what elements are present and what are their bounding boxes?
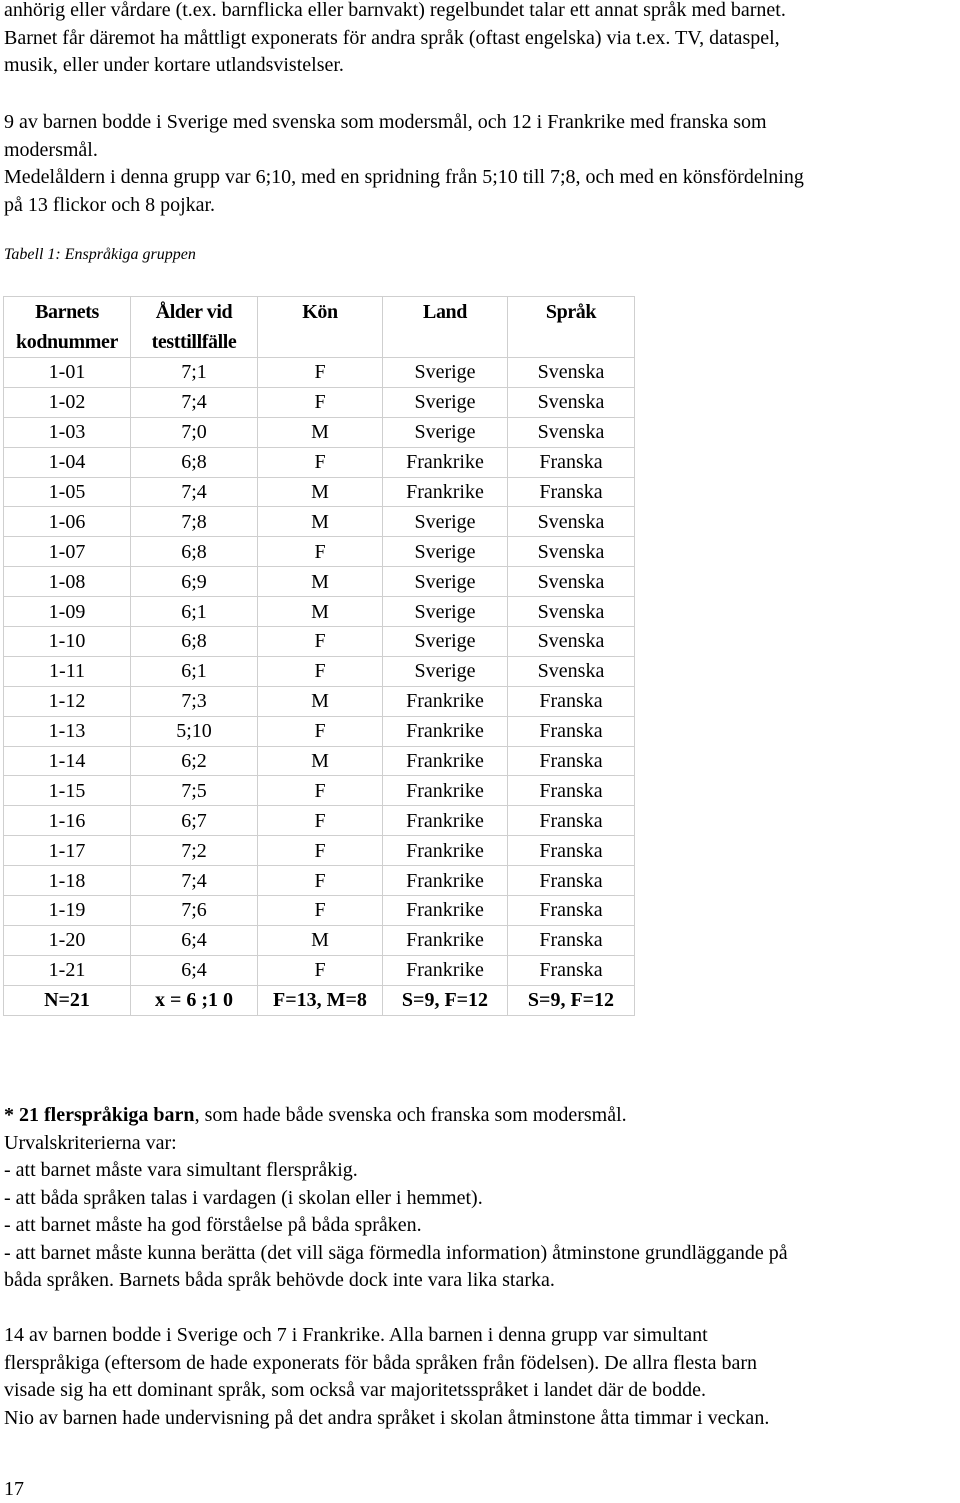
- section-multilingual-lead: [4, 1102, 627, 1130]
- cell-code: 1-01: [4, 358, 131, 388]
- cell-country: Sverige: [383, 358, 508, 388]
- cell-language: Svenska: [508, 507, 635, 537]
- cell-language: Franska: [508, 686, 635, 716]
- multilingual-para-line-4: Nio av barnen hade undervisning på det andra språket i skolan åtminstone åtta timmar i veckan.: [4, 1406, 770, 1429]
- table-body: [4, 358, 635, 1016]
- cell-age: 7;6: [131, 896, 258, 926]
- criteria-item-4-line-1: - att barnet måste kunna berätta (det vill säga förmedla information) åtminstone grundläggande på: [4, 1241, 788, 1264]
- criteria-item-4-line-2: båda språken. Barnets båda språk behövde dock inte vara lika starka.: [4, 1269, 555, 1291]
- cell-language: Franska: [508, 866, 635, 896]
- header-country: Land: [383, 297, 508, 358]
- page-number: 17: [4, 1478, 24, 1500]
- cell-gender: F: [258, 866, 383, 896]
- cell-language: Franska: [508, 925, 635, 955]
- cell-language: Franska: [508, 746, 635, 776]
- cell-age: 6;9: [131, 567, 258, 597]
- cell-country: Sverige: [383, 537, 508, 567]
- cell-age: 6;8: [131, 537, 258, 567]
- cell-code: 1-03: [4, 417, 131, 447]
- cell-age: 6;4: [131, 925, 258, 955]
- table-row: [4, 656, 635, 686]
- cell-age: 5;10: [131, 716, 258, 746]
- monolingual-group-table: [3, 296, 635, 1016]
- table-row: [4, 537, 635, 567]
- cell-code: 1-11: [4, 656, 131, 686]
- cell-age: 7;4: [131, 866, 258, 896]
- table-row: [4, 417, 635, 447]
- cell-code: 1-21: [4, 955, 131, 985]
- cell-gender: M: [258, 597, 383, 627]
- cell-code: 1-07: [4, 537, 131, 567]
- cell-country: Sverige: [383, 417, 508, 447]
- cell-code: 1-18: [4, 866, 131, 896]
- cell-gender: F: [258, 806, 383, 836]
- table-row: [4, 955, 635, 985]
- cell-country: Sverige: [383, 567, 508, 597]
- cell-language: Svenska: [508, 567, 635, 597]
- paragraph-age-line-2: på 13 flickor och 8 pojkar.: [4, 193, 216, 216]
- cell-code: 1-02: [4, 387, 131, 417]
- cell-age: 7;8: [131, 507, 258, 537]
- table-row: [4, 387, 635, 417]
- table-row: [4, 716, 635, 746]
- table-row: [4, 925, 635, 955]
- cell-age: 7;4: [131, 477, 258, 507]
- cell-language: Svenska: [508, 627, 635, 657]
- total-cell-language: S=9, F=12: [508, 985, 635, 1015]
- cell-country: Sverige: [383, 656, 508, 686]
- header-code-line-1: Barnets: [35, 301, 99, 323]
- header-code: [4, 297, 131, 358]
- cell-code: 1-05: [4, 477, 131, 507]
- multilingual-lead-rest: , som hade både svenska och franska som modersmål.: [194, 1104, 627, 1126]
- table-row: [4, 866, 635, 896]
- table-row: [4, 746, 635, 776]
- cell-country: Frankrike: [383, 896, 508, 926]
- cell-country: Frankrike: [383, 447, 508, 477]
- total-cell-age: x = 6 ;1 0: [131, 985, 258, 1015]
- table-row: [4, 686, 635, 716]
- header-age-line-1: Ålder vid: [155, 301, 233, 323]
- cell-gender: F: [258, 955, 383, 985]
- cell-language: Svenska: [508, 417, 635, 447]
- cell-code: 1-16: [4, 806, 131, 836]
- multilingual-bold-lead: * 21 flerspråkiga barn: [4, 1104, 195, 1126]
- cell-gender: F: [258, 537, 383, 567]
- cell-language: Franska: [508, 836, 635, 866]
- total-cell-code: N=21: [4, 985, 131, 1015]
- cell-code: 1-10: [4, 627, 131, 657]
- cell-gender: M: [258, 477, 383, 507]
- cell-code: 1-17: [4, 836, 131, 866]
- header-age-line-2: testtillfälle: [151, 331, 237, 353]
- cell-country: Sverige: [383, 597, 508, 627]
- table-row: [4, 836, 635, 866]
- paragraph-countries-line-2: modersmål.: [4, 138, 98, 161]
- total-cell-gender: F=13, M=8: [258, 985, 383, 1015]
- table-row: [4, 806, 635, 836]
- cell-country: Frankrike: [383, 776, 508, 806]
- paragraph-age-line-1: Medelåldern i denna grupp var 6;10, med en spridning från 5;10 till 7;8, och med en könsfördelning: [4, 166, 804, 188]
- cell-country: Frankrike: [383, 925, 508, 955]
- cell-age: 7;3: [131, 686, 258, 716]
- cell-language: Franska: [508, 955, 635, 985]
- multilingual-para-line-1: 14 av barnen bodde i Sverige och 7 i Frankrike. Alla barnen i denna grupp var simultant: [4, 1324, 708, 1346]
- cell-country: Frankrike: [383, 955, 508, 985]
- cell-country: Sverige: [383, 627, 508, 657]
- cell-language: Svenska: [508, 597, 635, 627]
- table-row: [4, 507, 635, 537]
- cell-gender: F: [258, 656, 383, 686]
- table-row: [4, 447, 635, 477]
- cell-age: 7;2: [131, 836, 258, 866]
- cell-code: 1-14: [4, 746, 131, 776]
- table-totals-row: [4, 985, 635, 1015]
- cell-code: 1-19: [4, 896, 131, 926]
- criteria-heading: Urvalskriterierna var:: [4, 1131, 177, 1154]
- cell-country: Sverige: [383, 387, 508, 417]
- cell-code: 1-04: [4, 447, 131, 477]
- cell-gender: M: [258, 925, 383, 955]
- cell-language: Franska: [508, 447, 635, 477]
- cell-code: 1-12: [4, 686, 131, 716]
- table-row: [4, 627, 635, 657]
- table-row: [4, 776, 635, 806]
- criteria-item-2: - att båda språken talas i vardagen (i skolan eller i hemmet).: [4, 1186, 483, 1209]
- cell-language: Franska: [508, 776, 635, 806]
- header-language: Språk: [508, 297, 635, 358]
- cell-code: 1-09: [4, 597, 131, 627]
- cell-language: Svenska: [508, 656, 635, 686]
- cell-age: 6;1: [131, 656, 258, 686]
- cell-gender: M: [258, 567, 383, 597]
- cell-country: Frankrike: [383, 477, 508, 507]
- cell-gender: F: [258, 627, 383, 657]
- table-header-row: [4, 297, 635, 358]
- table-row: [4, 358, 635, 388]
- cell-age: 7;5: [131, 776, 258, 806]
- cell-code: 1-15: [4, 776, 131, 806]
- intro-line-2: Barnet får däremot ha måttligt exponerats för andra språk (oftast engelska) via t.ex. TV, dataspel,: [4, 26, 780, 49]
- cell-country: Sverige: [383, 507, 508, 537]
- table-row: [4, 477, 635, 507]
- multilingual-para-line-3: visade sig ha ett dominant språk, som också var majoritetsspråket i landet där de bodde.: [4, 1379, 707, 1401]
- cell-language: Franska: [508, 477, 635, 507]
- cell-language: Franska: [508, 716, 635, 746]
- intro-line-3: musik, eller under kortare utlandsvistelser.: [4, 54, 344, 76]
- cell-age: 6;4: [131, 955, 258, 985]
- cell-language: Svenska: [508, 387, 635, 417]
- cell-code: 1-06: [4, 507, 131, 537]
- cell-country: Frankrike: [383, 806, 508, 836]
- cell-gender: M: [258, 746, 383, 776]
- cell-gender: F: [258, 776, 383, 806]
- table-row: [4, 597, 635, 627]
- criteria-item-1: - att barnet måste vara simultant flerspråkig.: [4, 1159, 358, 1181]
- cell-gender: M: [258, 417, 383, 447]
- cell-age: 7;1: [131, 358, 258, 388]
- cell-language: Svenska: [508, 358, 635, 388]
- cell-language: Svenska: [508, 537, 635, 567]
- table-row: [4, 567, 635, 597]
- cell-code: 1-20: [4, 925, 131, 955]
- cell-gender: F: [258, 836, 383, 866]
- cell-country: Frankrike: [383, 746, 508, 776]
- cell-country: Frankrike: [383, 866, 508, 896]
- cell-country: Frankrike: [383, 686, 508, 716]
- cell-age: 6;8: [131, 627, 258, 657]
- header-gender: Kön: [258, 297, 383, 358]
- cell-language: Franska: [508, 896, 635, 926]
- cell-code: 1-13: [4, 716, 131, 746]
- paragraph-countries-line-1: 9 av barnen bodde i Sverige med svenska som modersmål, och 12 i Frankrike med franska som: [4, 111, 767, 133]
- cell-country: Frankrike: [383, 836, 508, 866]
- multilingual-para-line-2: flerspråkiga (eftersom de hade exponerats för båda språken från födelsen). De allra flesta barn: [4, 1351, 757, 1374]
- cell-gender: M: [258, 686, 383, 716]
- cell-gender: F: [258, 716, 383, 746]
- total-cell-country: S=9, F=12: [383, 985, 508, 1015]
- table-caption: Tabell 1: Enspråkiga gruppen: [4, 246, 196, 263]
- cell-country: Frankrike: [383, 716, 508, 746]
- cell-code: 1-08: [4, 567, 131, 597]
- cell-age: 6;8: [131, 447, 258, 477]
- cell-gender: F: [258, 896, 383, 926]
- cell-age: 7;0: [131, 417, 258, 447]
- cell-age: 6;2: [131, 746, 258, 776]
- cell-gender: F: [258, 358, 383, 388]
- table-row: [4, 896, 635, 926]
- cell-age: 6;1: [131, 597, 258, 627]
- criteria-item-3: - att barnet måste ha god förståelse på båda språken.: [4, 1214, 422, 1236]
- cell-age: 6;7: [131, 806, 258, 836]
- header-code-line-2: kodnummer: [16, 331, 118, 353]
- header-age: [131, 297, 258, 358]
- cell-gender: F: [258, 387, 383, 417]
- cell-age: 7;4: [131, 387, 258, 417]
- cell-language: Franska: [508, 806, 635, 836]
- cell-gender: M: [258, 507, 383, 537]
- cell-gender: F: [258, 447, 383, 477]
- intro-line-1: anhörig eller vårdare (t.ex. barnflicka eller barnvakt) regelbundet talar ett annat språk med barnet.: [4, 0, 786, 21]
